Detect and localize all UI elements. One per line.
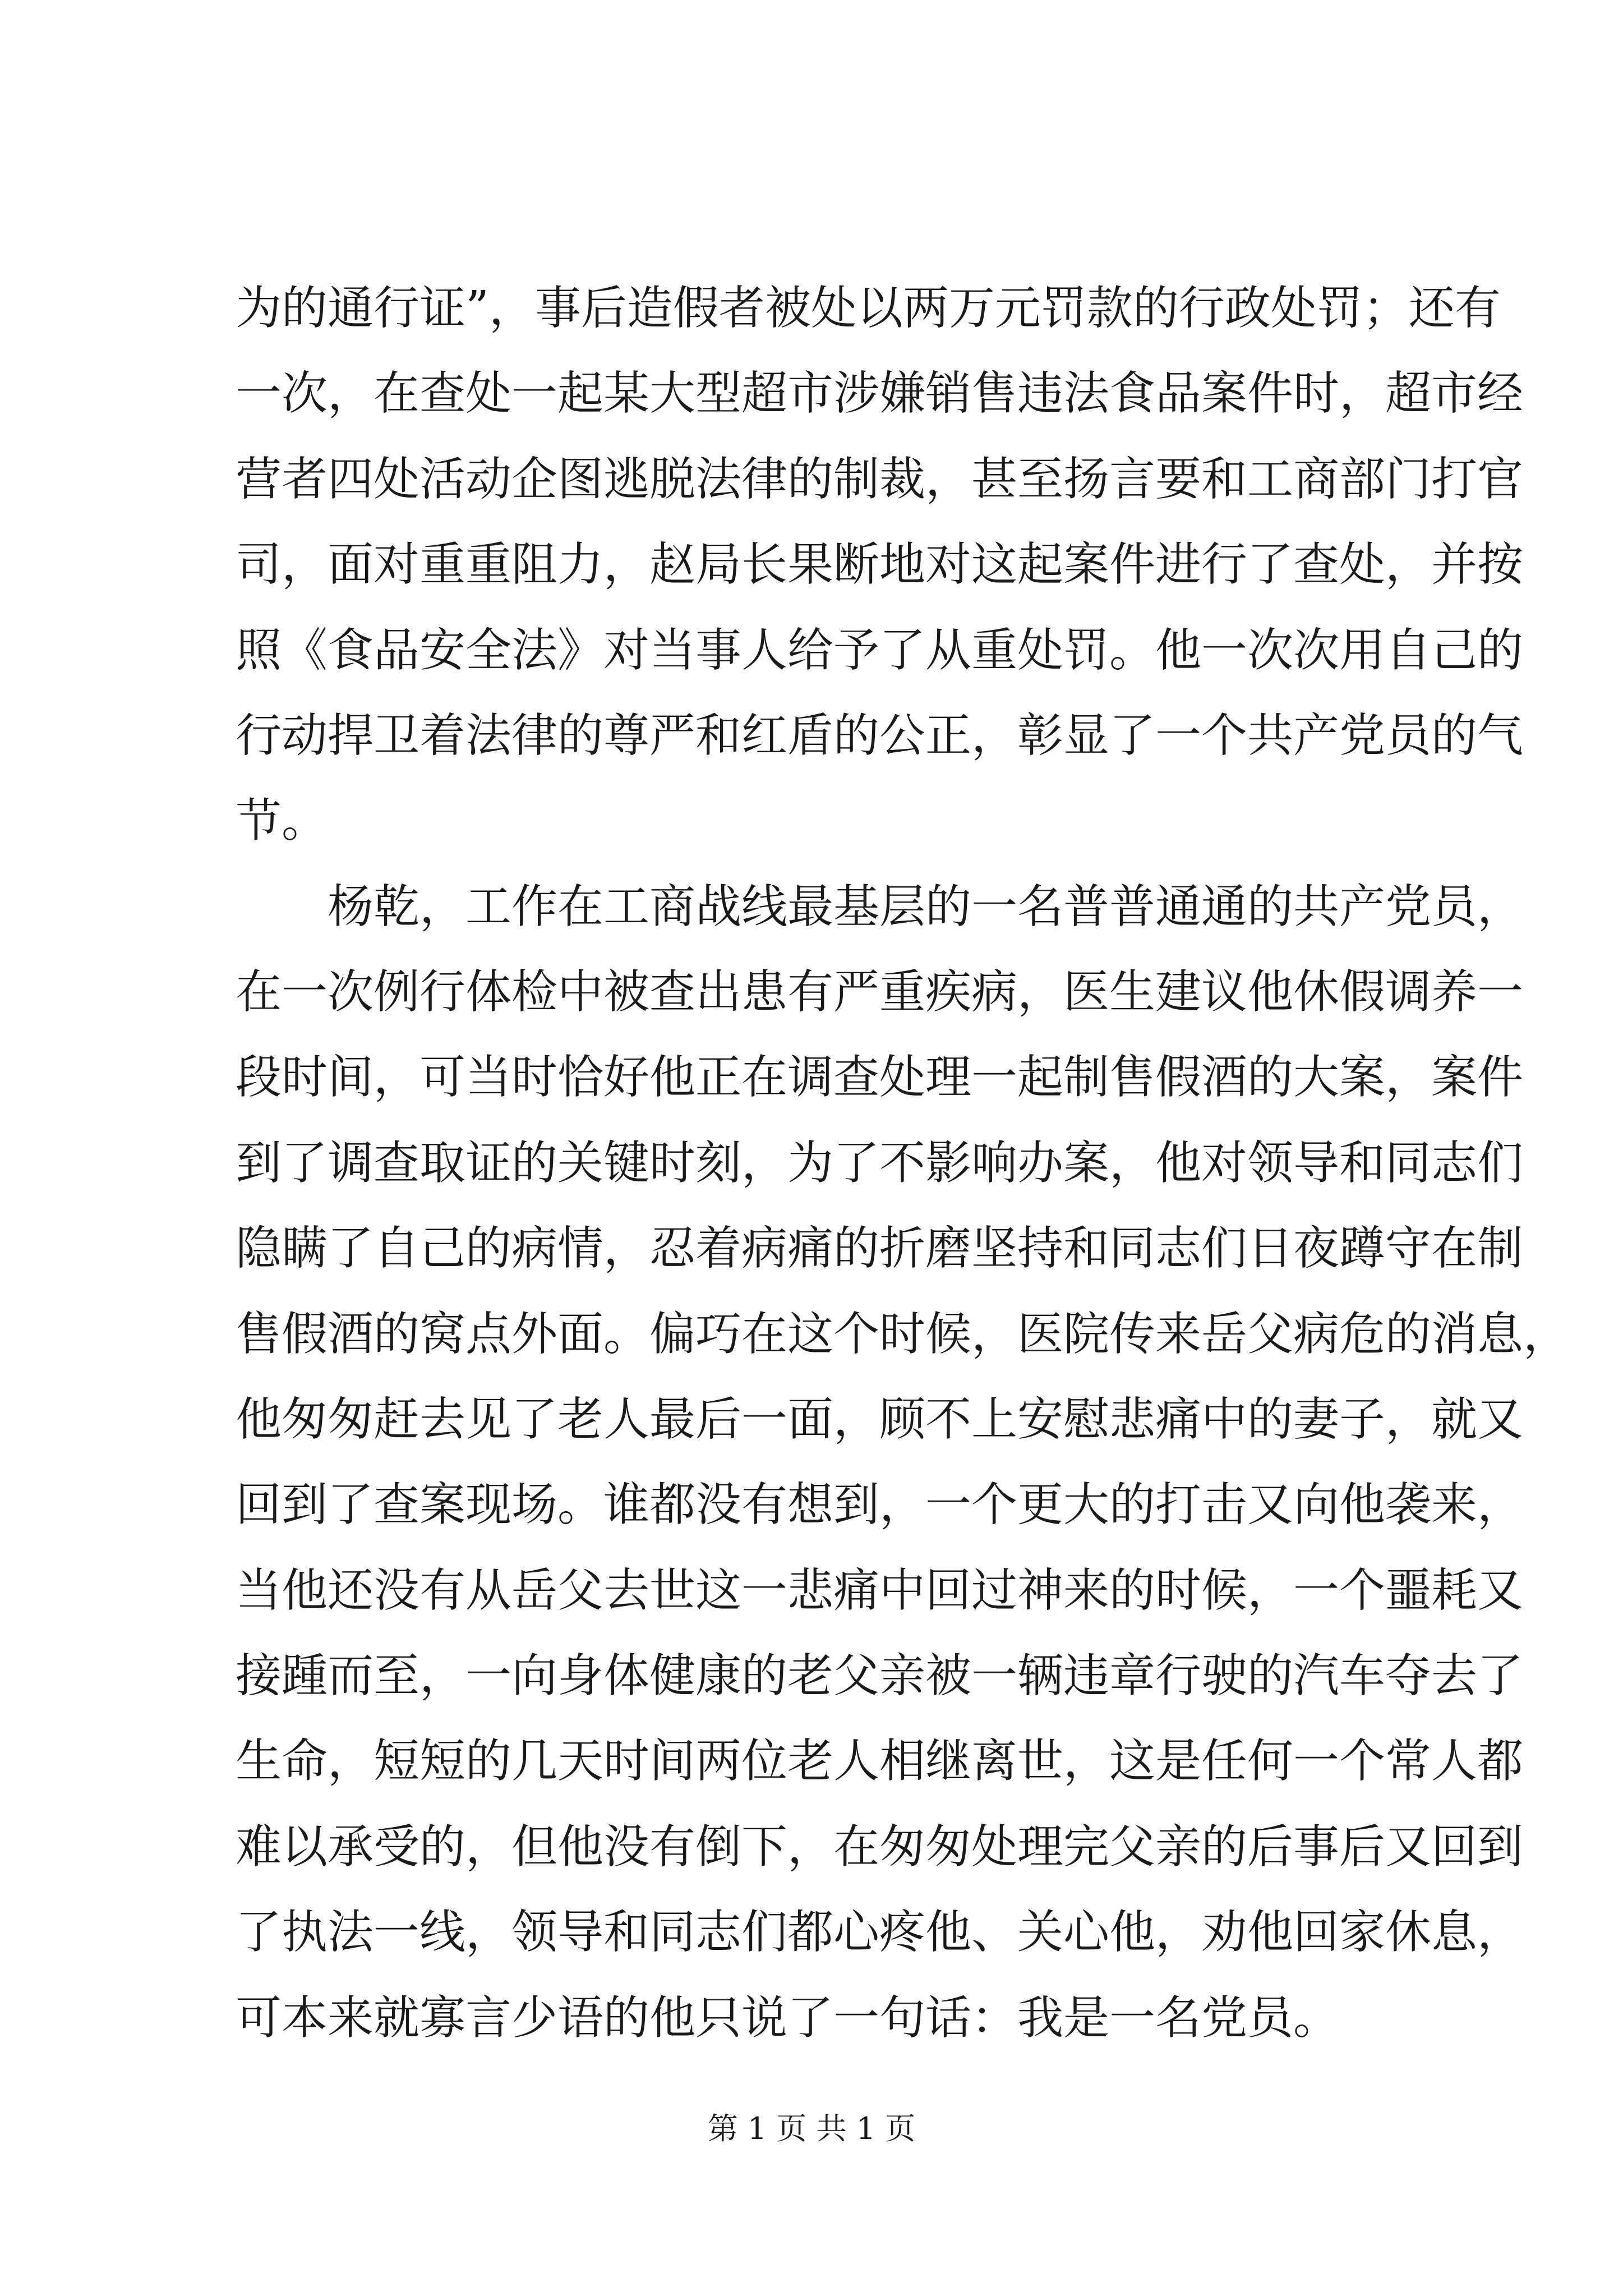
text-line: 节。 xyxy=(236,794,328,848)
text-line: 到了调查取证的关键时刻，为了不影响办案，他对领导和同志们 xyxy=(236,1137,1524,1190)
text-line: 在一次例行体检中被查出患有严重疾病，医生建议他休假调养一 xyxy=(236,965,1524,1019)
page-number-footer: 第 1 页 共 1 页 xyxy=(707,2111,916,2146)
text-line: 照《食品安全法》对当事人给予了从重处罚。他一次次用自己的 xyxy=(236,624,1524,677)
text-line: 司，面对重重阻力，赵局长果断地对这起案件进行了查处，并按 xyxy=(236,538,1524,591)
text-line: 行动捍卫着法律的尊严和红盾的公正，彰显了一个共产党员的气 xyxy=(236,709,1524,762)
text-line: 了执法一线，领导和同志们都心疼他、关心他，劝他回家休息， xyxy=(236,1906,1524,1959)
text-line: 段时间，可当时恰好他正在调查处理一起制售假酒的大案，案件 xyxy=(236,1051,1524,1104)
text-line: 难以承受的，但他没有倒下，在匆匆处理完父亲的后事后又回到 xyxy=(236,1820,1524,1874)
text-line: 回到了查案现场。谁都没有想到，一个更大的打击又向他袭来， xyxy=(236,1478,1524,1531)
text-line: 隐瞒了自己的病情，忍着病痛的折磨坚持和同志们日夜蹲守在制 xyxy=(236,1222,1524,1275)
text-line: 当他还没有从岳父去世这一悲痛中回过神来的时候，一个噩耗又 xyxy=(236,1564,1524,1617)
text-line: 营者四处活动企图逃脱法律的制裁，甚至扬言要和工商部门打官 xyxy=(236,453,1524,506)
text-line: 杨乾，工作在工商战线最基层的一名普普通通的共产党员， xyxy=(236,880,1524,933)
text-line: 生命，短短的几天时间两位老人相继离世，这是任何一个常人都 xyxy=(236,1734,1524,1788)
text-line: 一次，在查处一起某大型超市涉嫌销售违法食品案件时，超市经 xyxy=(236,367,1524,420)
text-line: 接踵而至，一向身体健康的老父亲被一辆违章行驶的汽车夺去了 xyxy=(236,1649,1524,1703)
text-line: 售假酒的窝点外面。偏巧在这个时候，医院传来岳父病危的消息， xyxy=(236,1308,1570,1361)
text-line: 可本来就寡言少语的他只说了一句话：我是一名党员。 xyxy=(236,1991,1340,2045)
text-line: 为的通行证”，事后造假者被处以两万元罚款的行政处罚；还有 xyxy=(236,282,1501,335)
text-line: 他匆匆赶去见了老人最后一面，顾不上安慰悲痛中的妻子，就又 xyxy=(236,1393,1524,1446)
